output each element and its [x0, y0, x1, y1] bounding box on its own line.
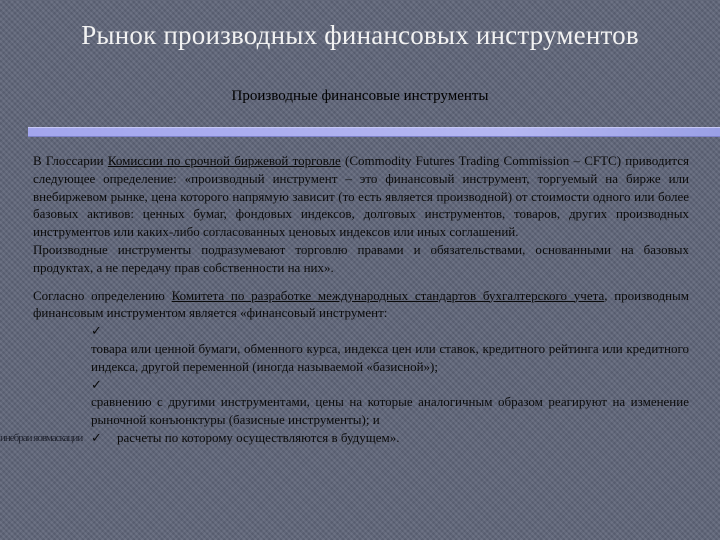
check-icon-1: ✓: [91, 323, 102, 339]
title-divider: [28, 127, 720, 137]
p3-suffix: , производным финансовым инструментом является «финансовый инструмент:: [33, 287, 689, 321]
check-icon-2: ✓: [91, 376, 102, 392]
paragraph-cftc: [33, 152, 689, 241]
list-item-1: товара или ценной бумаги, обменного курса, индекса цен или ставок, кредитного рейтинга или кредитного индекса, другой переменной (иногда называемой «базисной»);: [91, 340, 689, 374]
slide-subtitle: Производные финансовые инструменты: [231, 88, 489, 104]
iasc-link[interactable]: Комитета по разработке международных стандартов бухгалтерского учета: [171, 287, 605, 303]
paragraph-iasc: [33, 287, 689, 323]
list-item-3-text: расчеты по которому осуществляются в будущем».: [117, 429, 400, 445]
list-item-2: сравнению с другими инструментами, цены на которые аналогичным образом реагируют на изменение рыночной конъюнктуры (базисные инструменты); и: [91, 394, 689, 428]
check-icon-3: ✓: [91, 429, 102, 445]
cftc-link[interactable]: Комиссии по срочной биржевой торговле: [107, 153, 341, 168]
paragraph-rights: Производные инструменты подразумевают торговлю правами и обязательствами, основанными на базовых продуктах, а не передачу прав собственности на них».: [33, 241, 689, 275]
p3-prefix: Согласно определению: [33, 287, 172, 303]
slide-title: Рынок производных финансовых инструментов: [81, 20, 639, 50]
p1-prefix: В Глоссарии: [33, 153, 108, 168]
overlapping-text-artifact: инебраи яовмаскации: [0, 432, 83, 444]
content-body: [33, 152, 689, 447]
p1-suffix: (Commodity Futures Trading Commission – CFTC) приводится следующее определение: «производный инструмент – это финансовый инструмент, торгуемый на бирже или внебиржевом рынке, цена которого напрямую зависит (то есть является производной) от стоимости одного или более базовых активов: ценных бумаг, фондовых индексов, долговых инструментов, товаров, других производных инструментов или каких-либо согласованных ценовых индексов или иных соглашений.: [33, 153, 689, 240]
list-item-3: [33, 429, 689, 447]
